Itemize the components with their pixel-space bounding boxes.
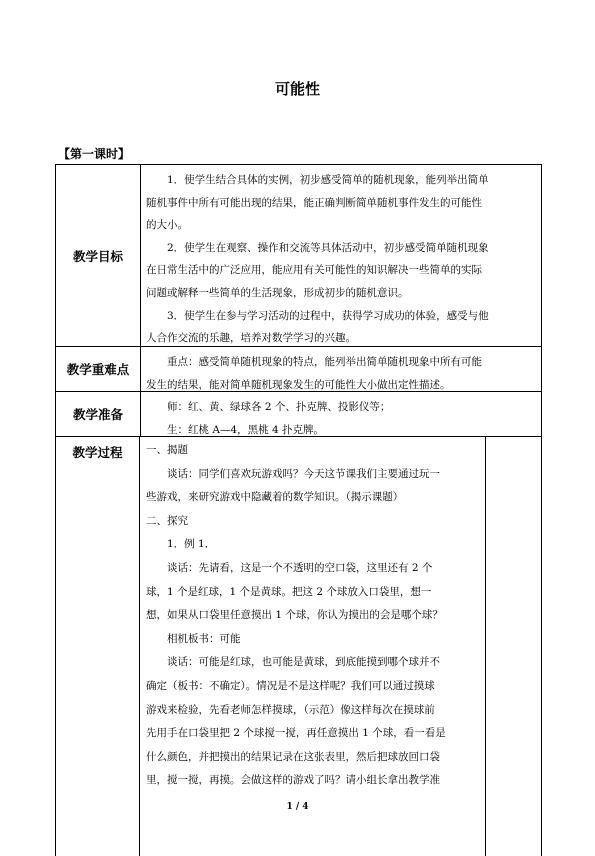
text-line: 随机事件中所有可能出现的结果，能正确判断简单随机事件发生的可能性 [146,196,482,209]
text-line: 重点：感受简单随机现象的特点，能列举出简单随机现象中所有可能 [167,356,482,368]
text-line: 二、探究 [146,514,188,527]
notes-column [485,437,486,856]
text-line: 生：红桃 A—4，黑桃 4 扑克牌。 [167,423,324,436]
lesson-heading: 【第一课时】 [58,147,131,161]
text-line: 谈话：先请看，这是一个不透明的空口袋，这里还有 2 个 [167,561,433,574]
text-line: 人合作交流的乐趣，培养对数学学习的兴趣。 [146,332,356,345]
text-line: 确定（板书：不确定）。情况是不是这样呢？我们可以通过摸球 [146,679,435,692]
row-label-key-points: 教学重难点 [56,347,141,391]
text-line: 1．使学生结合具体的实例，初步感受简单的随机现象，能列举出简单 [167,174,489,186]
text-line: 球，1 个是红球，1 个是黄球。把这 2 个球放入口袋里，想一 [146,585,432,598]
text-line: 2．使学生在观察、操作和交流等具体活动中，初步感受简单随机现象 [167,241,489,254]
row-label-preparation: 教学准备 [56,392,141,436]
row-objectives [55,164,542,347]
document-title: 可能性 [274,80,320,98]
text-line: 先用手在口袋里把 2 个球搅一搅，再任意摸出 1 个球，看一看是 [146,727,446,740]
text-line: 里，搅一搅，再摸。会做这样的游戏了吗？请小组长拿出教学准 [146,774,440,787]
row-label-objectives: 教学目标 [56,165,141,346]
row-key-points [55,346,542,392]
row-preparation [55,391,542,437]
text-line: 谈话：同学们喜欢玩游戏吗？今天这节课我们主要通过玩一 [167,467,440,480]
text-line: 在日常生活中的广泛应用，能应用有关可能性的知识解决一些简单的实际 [146,264,482,277]
text-line: 什么颜色，并把摸出的结果记录在这张表里，然后把球放回口袋 [146,750,440,763]
text-line: 3．使学生在参与学习活动的过程中，获得学习成功的体验，感受与他 [167,309,489,322]
key-points-content [146,351,535,396]
objectives-content [146,169,535,350]
process-content [146,439,481,793]
text-line: 发生的结果，能对简单随机现象发生的可能性大小做出定性描述。 [146,378,451,391]
row-label-process: 教学过程 [56,437,140,856]
text-line: 谈话：可能是红球，也可能是黄球，到底能摸到哪个球并不 [167,656,440,669]
text-line: 想，如果从口袋里任意摸出 1 个球，你认为摸出的会是哪个球？ [146,609,443,622]
text-line: 些游戏，来研究游戏中隐藏着的数学知识。（揭示课题） [146,491,404,504]
text-line: 1．例 1． [167,538,216,551]
text-line: 的大小。 [146,219,188,232]
text-line: 一、揭题 [146,444,188,456]
preparation-content [146,396,535,441]
row-process [55,436,542,856]
text-line: 相机板书：可能 [167,632,241,645]
text-line: 问题或解释一些简单的生活现象，形成初步的随机意识。 [146,286,409,299]
page-number: 1 / 4 [286,802,309,812]
text-line: 师：红、黄、绿球各 2 个、扑克牌、投影仪等； [167,401,391,413]
text-line: 游戏来检验，先看老师怎样摸球，（示范）像这样每次在摸球前 [146,703,435,716]
